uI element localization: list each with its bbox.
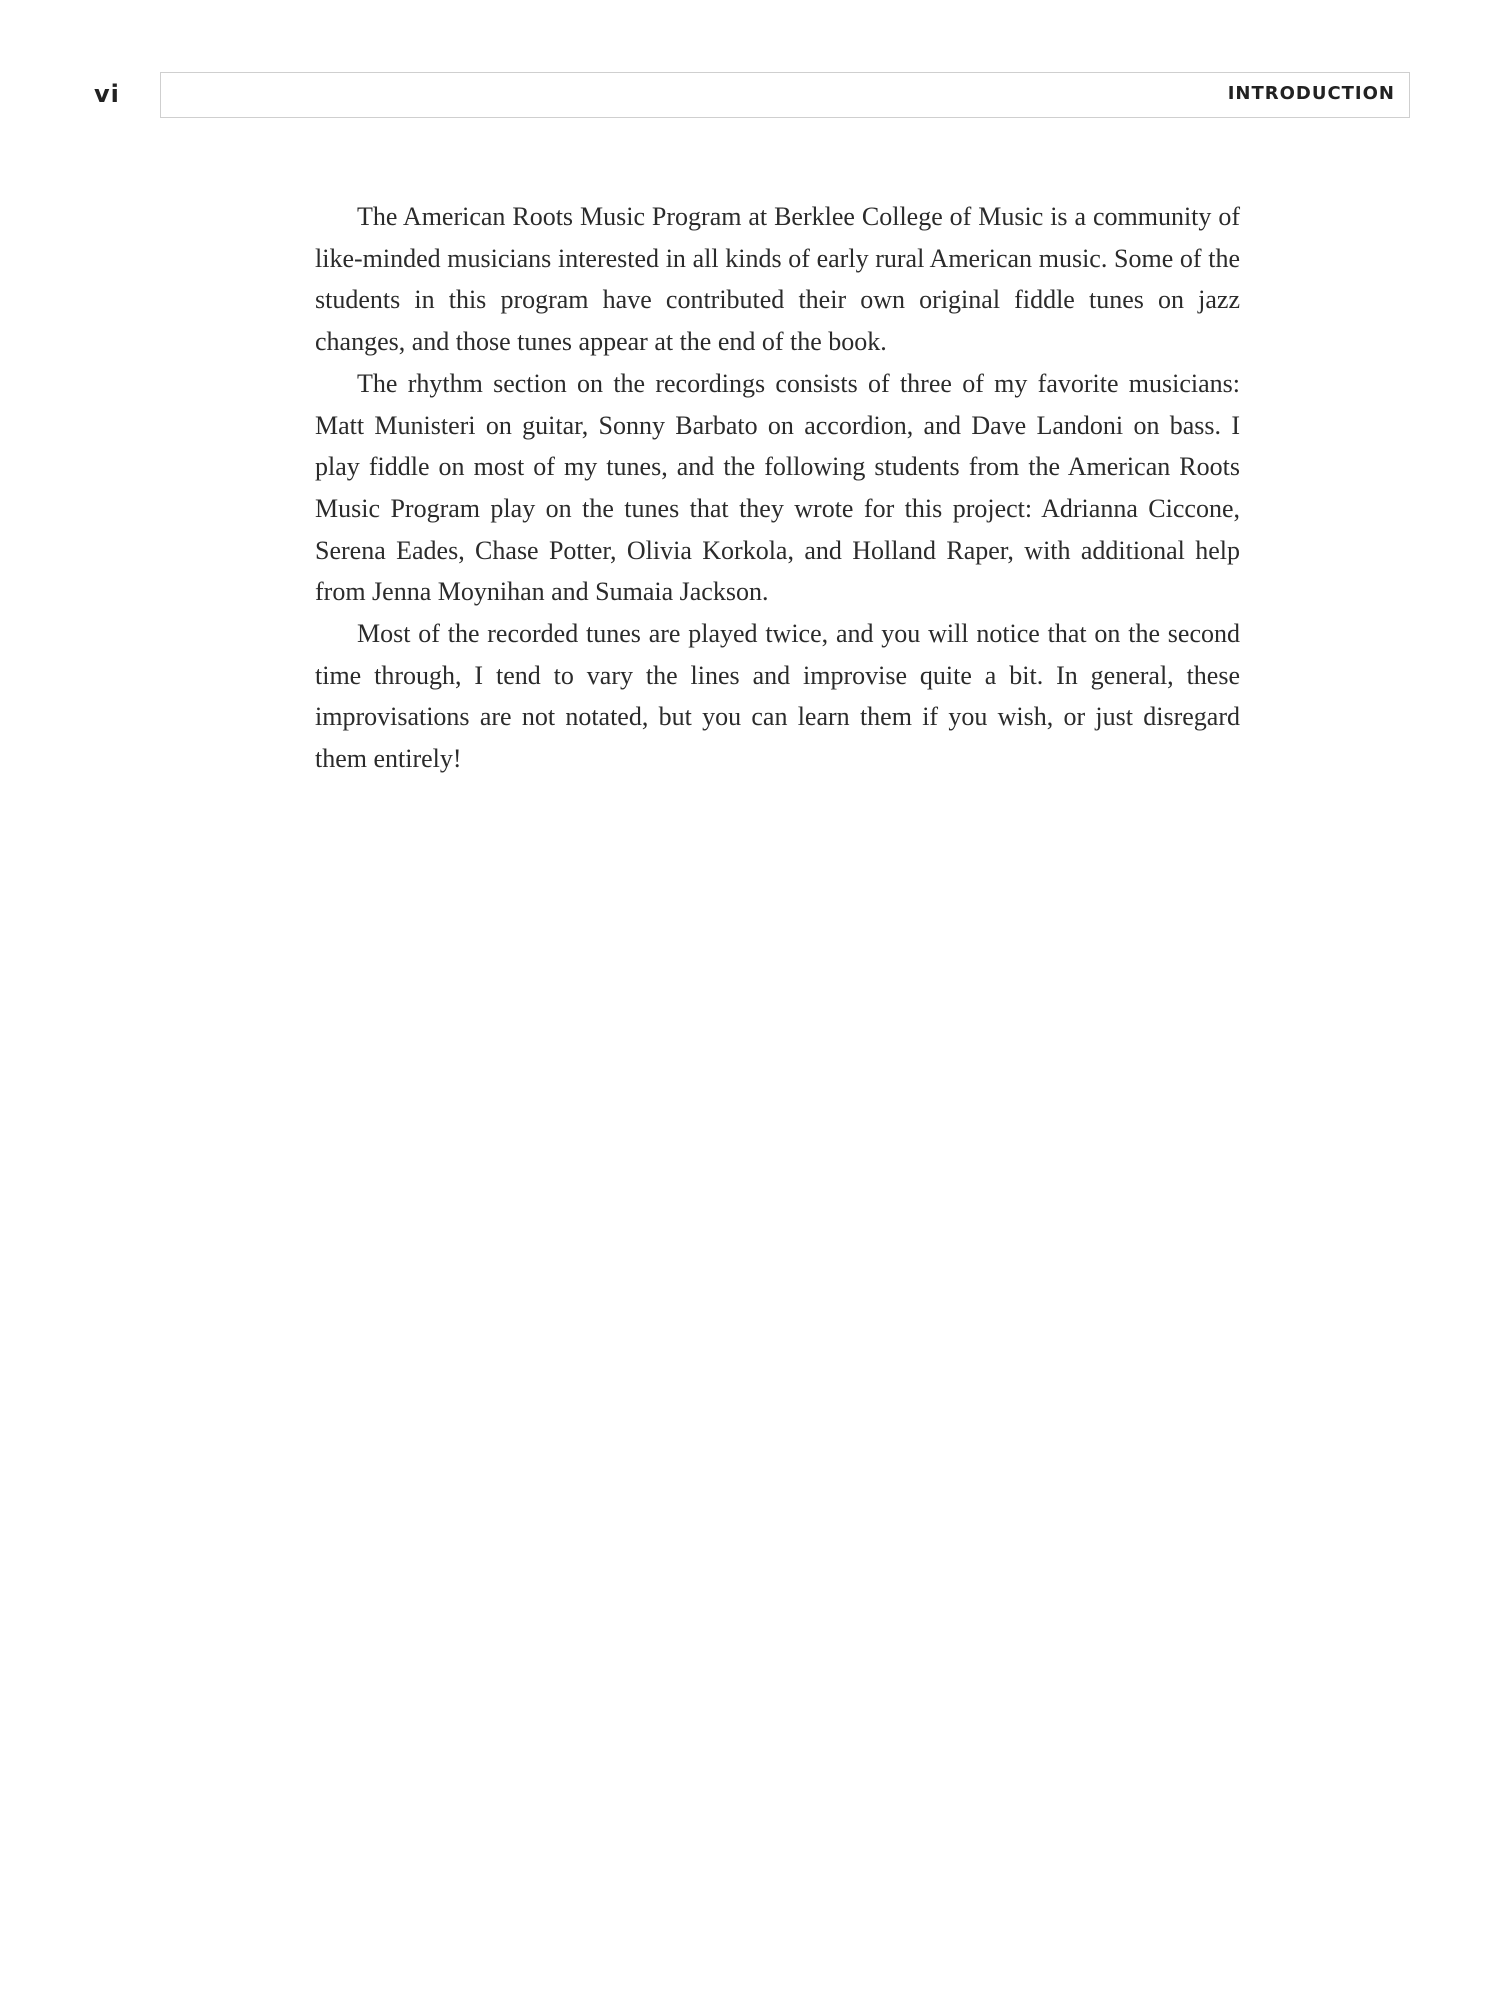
body-text <box>315 196 1240 780</box>
page-number: vi <box>94 80 120 108</box>
paragraph: The American Roots Music Program at Berklee College of Music is a community of like-minded musicians interested in all kinds of early rural American music. Some of the students in this program have contributed their own original fiddle tunes on jazz changes, and those tunes appear at the end of the book. <box>315 202 1240 357</box>
paragraph: The rhythm section on the recordings consists of three of my favorite musicians: Matt Munisteri on guitar, Sonny Barbato on accordion, and Dave Landoni on bass. I play fiddle on most of my tunes, and the following students from the American Roots Music Program play on the tunes that they wrote for this project: Adrianna Ciccone, Serena Eades, Chase Potter, Olivia Korkola, and Holland Raper, with additional help from Jenna Moynihan and Sumaia Jackson. <box>315 368 1240 607</box>
running-header <box>160 72 1410 118</box>
section-title: INTRODUCTION <box>1227 83 1395 104</box>
paragraph: Most of the recorded tunes are played twice, and you will notice that on the second time through, I tend to vary the lines and improvise quite a bit. In general, these improvisations are not notated, but you can learn them if you wish, or just disregard them entirely! <box>315 619 1240 774</box>
